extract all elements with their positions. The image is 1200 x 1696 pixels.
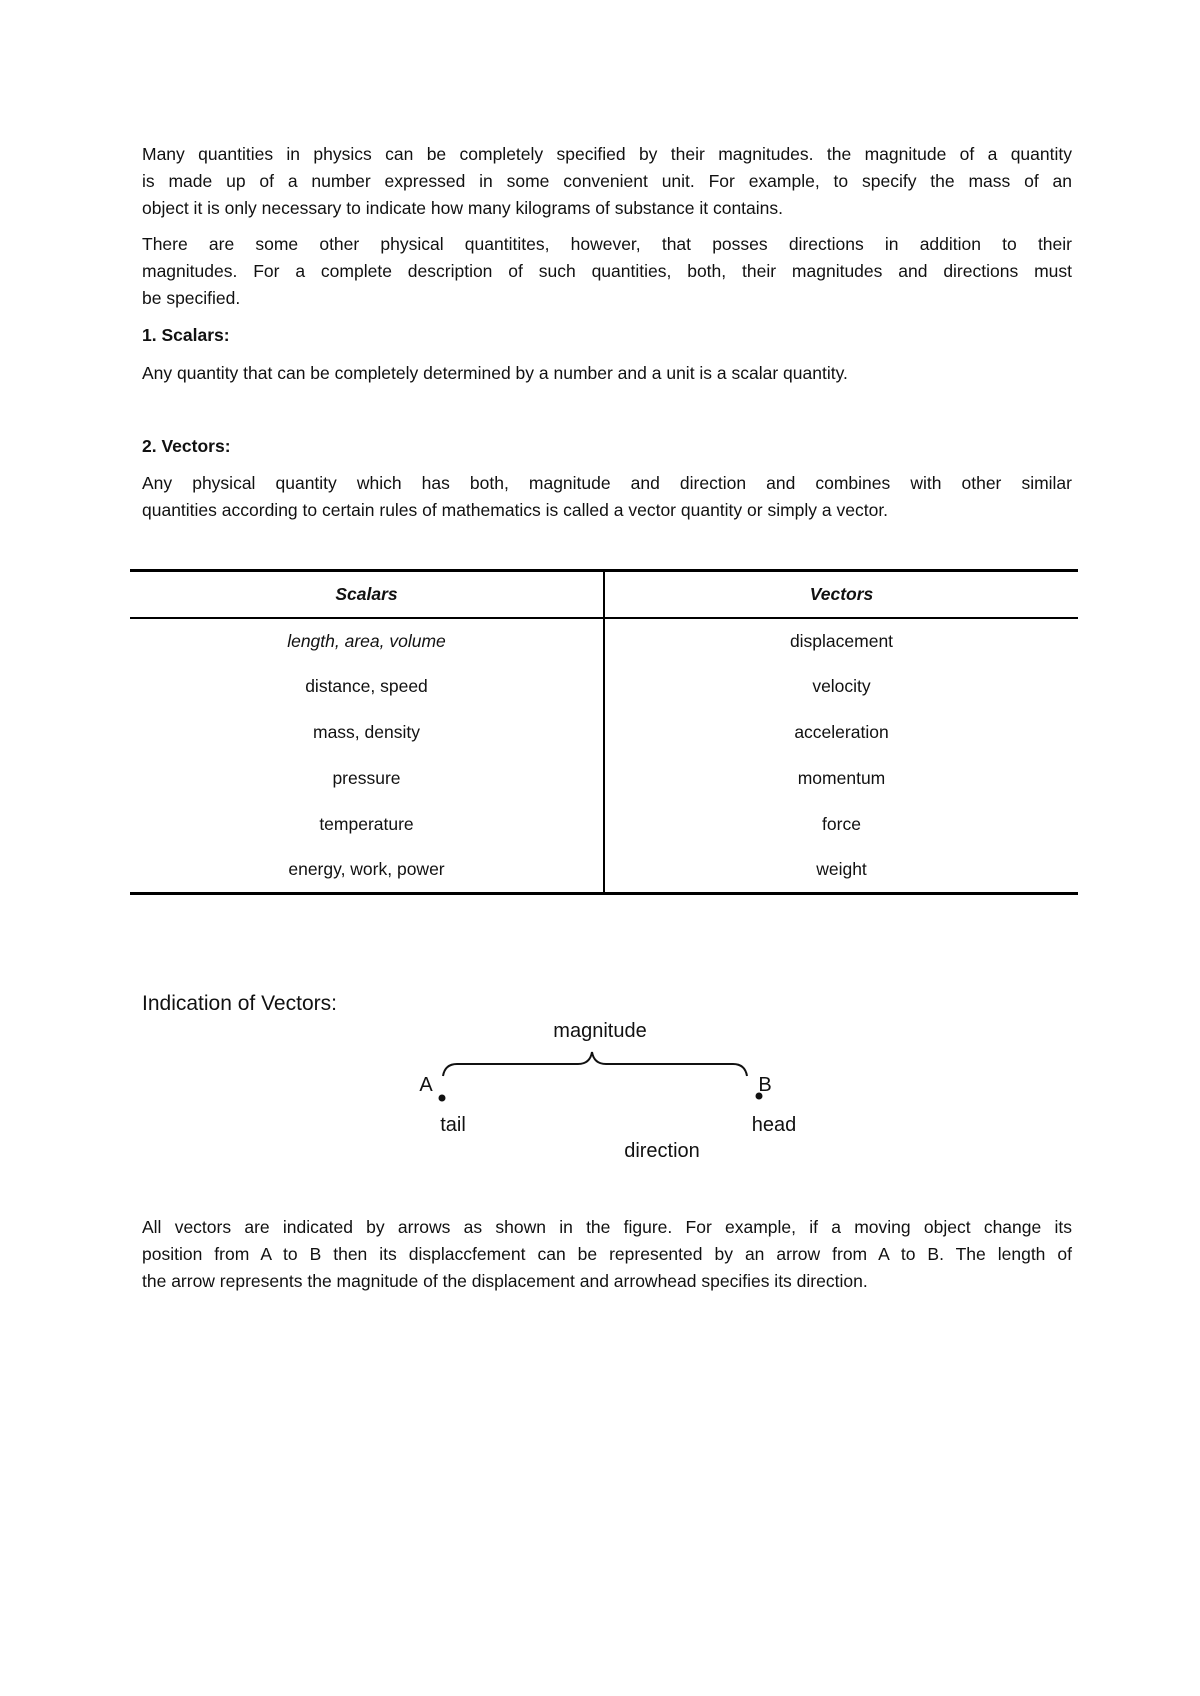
table-cell: mass, density — [130, 710, 604, 756]
table-cell: displacement — [789, 630, 894, 651]
text-line: Many quantities in physics can be completely specified by their magnitudes. the magnitude of a quantity — [142, 144, 1072, 164]
vectors-heading: 2. Vectors: — [142, 436, 231, 456]
table-header-row — [130, 571, 1078, 618]
text-line: is made up of a number expressed in some convenient unit. For example, to specify the mass of an — [142, 171, 1072, 191]
table-cell: velocity — [812, 676, 871, 696]
table-row — [130, 618, 1078, 664]
text-line: the arrow represents the magnitude of the displacement and arrowhead specifies its direction. — [142, 1271, 868, 1291]
direction-label: direction — [624, 1140, 700, 1162]
magnitude-label: magnitude — [553, 1020, 647, 1042]
scalars-definition: Any quantity that can be completely determined by a number and a unit is a scalar quantity. — [142, 363, 848, 383]
point-b-label: B — [758, 1074, 772, 1096]
table-cell: distance, speed — [130, 664, 604, 710]
table-cell: pressure — [130, 756, 604, 802]
table-row — [130, 802, 1078, 848]
explanation-paragraph — [142, 1214, 1072, 1295]
table-row — [130, 664, 1078, 710]
point-a-dot — [439, 1095, 446, 1102]
text-line: There are some other physical quantitites, however, that posses directions in addition to their — [142, 234, 1072, 254]
text-line: position from A to B then its displaccfement can be represented by an arrow from A to B. The length of — [142, 1244, 1072, 1264]
magnitude-brace — [443, 1052, 747, 1076]
intro-paragraph-2 — [142, 231, 1072, 312]
table-cell: energy, work, power — [130, 848, 604, 894]
head-label: head — [751, 1114, 797, 1136]
text-line: be specified. — [142, 288, 241, 308]
text-line: quantities according to certain rules of mathematics is called a vector quantity or simply a vector. — [142, 500, 889, 520]
column-header-vectors: Vectors — [604, 571, 1078, 618]
vector-diagram-graphic — [420, 1040, 770, 1110]
comparison-table — [130, 569, 1078, 895]
text-line: object it is only necessary to indicate how many kilograms of substance it contains. — [142, 198, 784, 218]
table-row — [130, 710, 1078, 756]
point-a-label: A — [419, 1074, 433, 1096]
intro-paragraph-1 — [142, 141, 1072, 222]
vectors-definition — [142, 470, 1072, 524]
table-cell: acceleration — [794, 722, 889, 742]
table-cell: temperature — [130, 802, 604, 848]
table-cell: weight — [604, 848, 1078, 894]
column-header-scalars: Scalars — [130, 571, 604, 618]
indication-heading: Indication of Vectors: — [142, 992, 337, 1015]
table-cell: force — [822, 814, 861, 834]
table-row — [130, 756, 1078, 802]
table-cell: length, area, volume — [130, 618, 604, 664]
scalars-vectors-table — [130, 569, 1078, 895]
text-line: Any physical quantity which has both, magnitude and direction and combines with other similar — [142, 473, 1072, 493]
table-row — [130, 848, 1078, 894]
text-line: magnitudes. For a complete description of such quantities, both, their magnitudes and directions must — [142, 261, 1072, 281]
scalars-heading: 1. Scalars: — [142, 325, 230, 345]
tail-label: tail — [440, 1114, 466, 1136]
table-cell: momentum — [797, 768, 886, 788]
text-line: All vectors are indicated by arrows as shown in the figure. For example, if a moving object change its — [142, 1217, 1072, 1237]
